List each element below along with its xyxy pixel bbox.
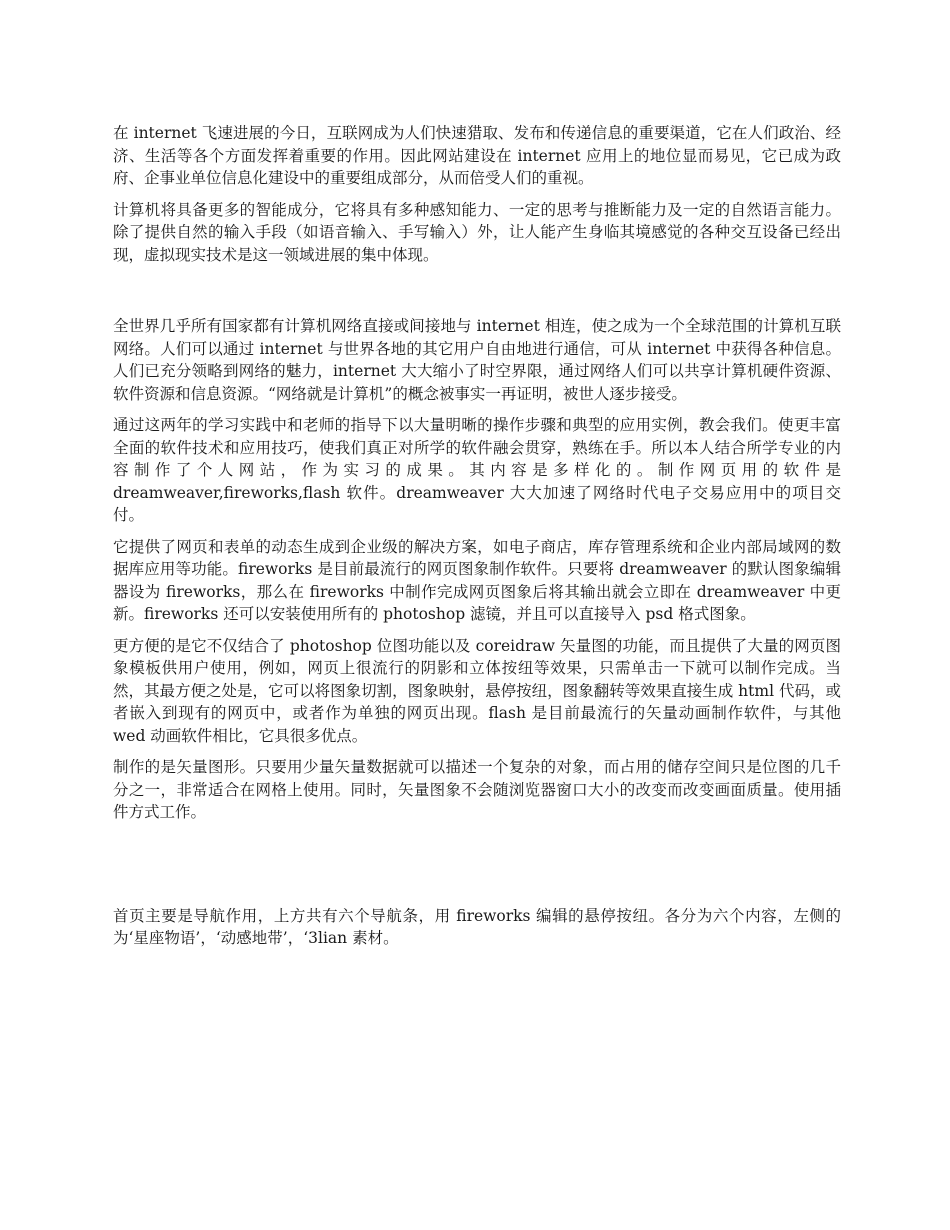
document-body xyxy=(113,122,841,959)
paragraph-fireworks-intro: 它提供了网页和表单的动态生成到企业级的解决方案，如电子商店，库存管理系统和企业内部局域网的数据库应用等功能。fireworks 是目前最流行的网页图象制作软件。只要将 dreamweaver 的默认图象编辑器设为 fireworks，那么在 fireworks 中制作完成网页图象后将其输出就会立即在 dreamweaver 中更新。fireworks 还可以安装使用所有的 photoshop 滤镜，并且可以直接导入 psd 格式图象。 xyxy=(113,537,841,623)
section-gap xyxy=(113,833,841,905)
paragraph-computer-intelligence: 计算机将具备更多的智能成分，它将具有多种感知能力、一定的思考与推断能力及一定的自然语言能力。除了提供自然的输入手段（如语音输入、手写输入）外，让人能产生身临其境感觉的各种交互设备已经出现，虚拟现实技术是这一领域进展的集中体现。 xyxy=(113,200,841,264)
paragraph-study-practice: 通过这两年的学习实践中和老师的指导下以大量明晰的操作步骤和典型的应用实例，教会我们。使更丰富全面的软件技术和应用技巧，使我们真正对所学的软件融会贯穿，熟练在手。所以本人结合所学专业的内容制作了个人网站，作为实习的成果。其内容是多样化的。制作网页用的软件是 dreamweaver,fireworks,flash 软件。dreamweaver 大大加速了网络时代电子交易应用中的项目交付。 xyxy=(113,416,841,524)
paragraph-internet-development: 在 internet 飞速进展的今日，互联网成为人们快速猎取、发布和传递信息的重要渠道，它在人们政治、经济、生活等各个方面发挥着重要的作用。因此网站建设在 internet 应用上的地位显而易见，它已成为政府、企事业单位信息化建设中的重要组成部分，从而倍受人们的重视。 xyxy=(113,124,841,187)
section-gap xyxy=(113,275,841,315)
paragraph-fireworks-features: 更方便的是它不仅结合了 photoshop 位图功能以及 coreidraw 矢量图的功能，而且提供了大量的网页图象模板供用户使用，例如，网页上很流行的阴影和立体按纽等效果，只需单击一下就可以制作完成。当然，其最方便之处是，它可以将图象切割，图象映射，悬停按纽，图象翻转等效果直接生成 html 代码，或者嵌入到现有的网页中，或者作为单独的网页出现。flash 是目前最流行的矢量动画制作软件，与其他 wed 动画软件相比，它具很多优点。 xyxy=(113,636,841,745)
paragraph-homepage-navigation: 首页主要是导航作用，上方共有六个导航条，用 fireworks 编辑的悬停按纽。各分为六个内容，左侧的为‘星座物语’，‘动感地带’，‘3lian 素材。 xyxy=(113,906,841,947)
paragraph-global-network: 全世界几乎所有国家都有计算机网络直接或间接地与 internet 相连，使之成为一个全球范围的计算机互联网络。人们可以通过 internet 与世界各地的其它用户自由地进行通信，可从 internet 中获得各种信息。人们已充分领略到网络的魅力，internet 大大缩小了时空界限，通过网络人们可以共享计算机硬件资源、软件资源和信息资源。“网络就是计算机”的概念被事实一再证明，被世人逐步接受。 xyxy=(113,317,841,403)
paragraph-vector-graphics: 制作的是矢量图形。只要用少量矢量数据就可以描述一个复杂的对象，而占用的储存空间只是位图的几千分之一，非常适合在网格上使用。同时，矢量图象不会随浏览器窗口大小的改变而改变画面质量。使用插件方式工作。 xyxy=(113,758,841,821)
